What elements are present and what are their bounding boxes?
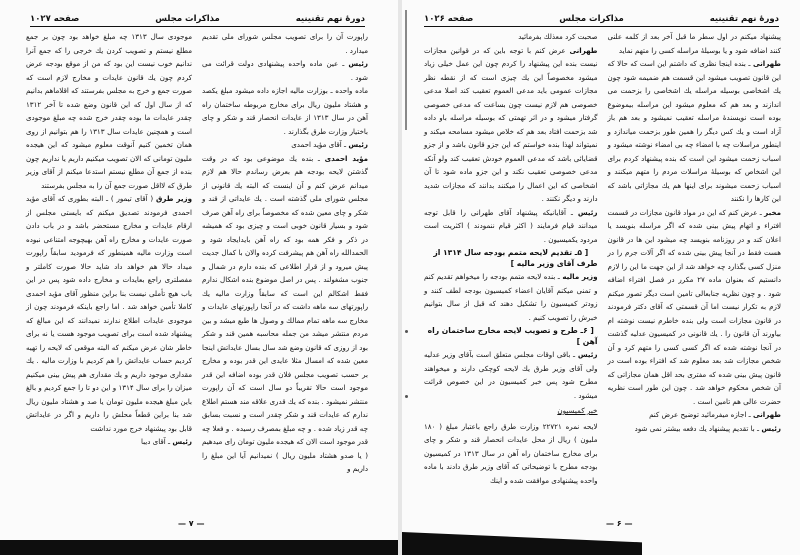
paragraph-text: ـ بنده یك موضوعی بود كه در وقت گذشتن لایحه بودجه هم بعرض رساندم حالا هم لازم میدانم عرض كنم و آن اینست كه البته یك قانونی از مجلس شورای ملی گذشته است . یك عایداتی از قند و شكر و چای معین شده كه مخصوصاً برای راه آهن صرف شود و بسیار قانون خوبی است و چیزی بود كه همیشه در ذكر و فكر همه بود كه راه آهن بایدایجاد شود و الحمدالله راه آهن هم پیشرفت كرده والان با كمال جدیت پیش میرود و از قرار اطلاعی كه بنده دارم در شمال و جنوب مشغولند . پس در اصل موضوع بنده اشكال ندارم فقط اشكالم این است كه سابقاً وزارت مالیه یك راپورتهای سه ماهه داشت كه در آنجا راپورتهای عایدات و مخارج سه ماهه تمام ممالك و وصول ها طبع میشد و بین مردم منتشر میشد من جمله محاسبه همین قند و شكر بود از روزی كه قانون وضع شد سال بسال عایداتش اینجا معین شده كه امسال مثلا عایدی این قدر بوده و مخارج بر حسب تصویب مجلس فلان قدر بوده اضافه این قدر موجود است حالا تقریباً دو سال است كه آن راپورت منتشر نمیشود . بنده كه یك قدری علاقه مند هستم اطلاع ندارم كه عایدات قند و شكر چقدر است و نسبت بسابق چه قدر زیاد شده . و چه مبلغ بمصرف رسیده . و فعلا چه قدر موجود است الان كه هیجده ملیون تومان رای میدهیم ( یا صدو هشتاد ملیون ریال ) نمیدانیم آیا این مبلغ را داریم و xyxy=(202,153,368,473)
speaker-name: رئیس xyxy=(577,207,598,217)
paragraph-text: ـ عرض كنم كه این در مواد قانون مجازات در قسمت افتراء و اتهام پیش بینی شده كه اگر مراسله بنویسد یا اعلان كند و در روزنامه بنویسد چه میشود این ها در قانون هست فقط در آنجا پیش بینی شده كه اگر آلات جرم را در منزل كسی بگذارد چه خواهد شد از این جهت ما این را لازم دانستیم كه بعنوان ماده ۲۷ مكرر در فصل افتراء اضافه شود . و چون نظریه جنابعالی تامین است دیگر تصور میكنم لازم به تكرار نیست اما آن قسمتی كه آقای دكتر فرمودند در قانون مجازات است ولی بنده خاطرم نیست نوشته ام بیاورند آن قانون را . یك قانونی در كمیسیون عدلیه گذشت در آنجا نوشته شده كه اگر كسی كسی را متهم كرد و آن شخص مجازات شد بعد معلوم شد كه افتراء بوده است در قانون پیش بینی شده كه مفتری بحد اقل همان مجازاتی كه آن شخص محكوم خواهد شد . چون این طور است نظریه حضرت عالی هم تامین است . xyxy=(607,207,781,406)
speech-paragraph xyxy=(424,348,598,402)
page-number: — ۶ — xyxy=(606,519,633,528)
speaker-name: رئیس xyxy=(348,59,368,68)
speech-paragraph xyxy=(202,57,368,84)
column-right xyxy=(202,30,368,476)
scan-speck xyxy=(405,395,408,398)
paragraph-text: پیشنهاد میكنم در اول سطر ما قبل آخر بعد از كلمه علنی كنند اضافه شود و یا بوسیلهٔ مراسله كسی را متهم نماید xyxy=(607,32,781,55)
speaker-name: رئیس xyxy=(348,140,368,149)
paragraph-text: ـ با تقدیم پیشنهاد یك دفعه بیشتر نمی شود xyxy=(634,423,760,433)
speech-paragraph xyxy=(608,57,782,206)
paragraph-text: ( آقای تیمور ) ـ البته بطوری كه آقای مؤید احمدی فرمودند تصدیق میكنم كه بایستی مجلس از ارقام عایدات و مخارج مستحضر باشد و در باب دادن صورت عایدات و مخارج راه آهن بهیچوجه امتناعی نبوده است وزارت مالیه همینطور كه فرمودید سابقاً راپورت میداد حالا هم خواهد داد شاید حالا صورت كاملتر و مفصلتری راجع بعایدات و مخارج داده شود پس در این باب هیچ تأملی نیست بنا براین منظور آقای مؤید احمدی كاملا تأمین خواهد شد . اما راجع باینكه فرمودند چون از موجودی عایدات اطلاع ندارند نمیدانند كه این مبالغ كه پیشنهاد شده است برای تصویب موجود هست یا نه برای خاطر شان عرض میكنم كه البته موقعی كه لایحه را تهیه كردیم حساب عایداتش را هم كردیم با وزارت مالیه . یك مقداری موجود داریم و یك مقداری هم پیش بینی میكنیم میزان را برای سال ۱۳۱۴ و این دو تا را جمع كردیم و بالغ باین مبلغ هیجده ملیون تومان یا صد و هشتاد ملیون ریال شد بنا براین قطعاً محلش را داریم و اگر در عایداتش قابل بود پیشنهاد خرج مورد نداشت xyxy=(26,194,193,433)
paragraph xyxy=(202,30,368,57)
paragraph xyxy=(424,420,598,488)
paragraph-text: ـ آقایانیكه پیشنهاد آقای طهرانی را قابل توجه میدانند قیام فرمایند ( اكثر قیام ننمودند ) اكثریت است مردود یكمیسیون . xyxy=(424,207,598,244)
speaker-name: طهرانی xyxy=(752,59,781,68)
paragraph-text: ـ باقی اوقات مجلس متعلق است بآقای وزیر عدلیه ولی آقای وزیر طرق یك لایحه كوچكی دارند و میخواهند مطرح شود پس خبر كمیسیون در این خصوص قرائت میشود . xyxy=(424,350,598,400)
paragraph xyxy=(202,84,368,138)
subheading: خبر كمیسیون xyxy=(557,406,598,415)
speech-paragraph xyxy=(608,206,782,409)
speech-paragraph xyxy=(424,206,598,247)
paragraph xyxy=(26,30,192,192)
header-title: مذاکرات مجلس xyxy=(559,14,624,24)
speaker-name: رئیس xyxy=(761,423,781,433)
speaker-name: طهرانی xyxy=(569,45,598,55)
session-label: دورهٔ نهم تقنینیه xyxy=(295,14,365,24)
paragraph-text: ـ آقای دیبا xyxy=(140,437,171,446)
page-label: صفحه ۱۰۲۷ xyxy=(30,14,80,24)
speaker-name: وزیر طرق xyxy=(155,194,192,203)
speaker-name: مؤید احمدی xyxy=(324,153,368,163)
page-number: — ۷ — xyxy=(178,519,205,528)
scan-bottom-shadow xyxy=(0,540,398,555)
paragraph-text: عرض كنم با توجه باین كه در قوانین مجازات نیست بنده این پیشنهاد را كردم چون این عمل خیلی زیاد میشود مخصوصاً این یك چیزی است كه از نقطه نظر مجازات عمومی باید مدعی العموم تعقیب كند اصلا مدعی خصوصی هم لازم نیست چون بساعت كه مدعی خصوصی گرفتار میشود و در اثر تهمتی كه بوسیله مراسله باو داده شد بزحمت افتاد بعد هم كه خلاص میشود مسامحه میكند و نمیتواند لهذا بنده خواستم كه این جزو قانون باشد و از جزو قضایائی باشد كه مدعی العموم خودش تعقیب كند ولو آنكه مدعی خصوصی تعقیب نكند و این جزو ماده شود تا آن اشخاصی كه این اعمال را میكنند بدانند كه مجازات شدید دارند و دیگر نكنند . xyxy=(424,45,598,203)
paragraph-text: صحبت كرد معذلك بفرمائید xyxy=(518,32,598,41)
paragraph-text: ماده واحده ـ بوزارت مالیه اجازه داده میشود مبلغ یکصد و هشتاد ملیون ریال برای مخارج مربوطه ساختمان راه آهن در سال ۱۳۱۳ از عایدات انحصار قند و شکر و چای باختیار وزارت طرق بگذارند . xyxy=(202,86,368,136)
speech-paragraph xyxy=(608,408,782,422)
paragraph xyxy=(608,30,782,57)
page-header xyxy=(30,12,365,27)
text-columns xyxy=(26,30,368,476)
scan-gutter-mark xyxy=(405,10,407,130)
text-columns xyxy=(424,30,781,487)
speech-paragraph xyxy=(424,44,598,206)
paragraph-text: ـ عین ماده واحده پیشنهادی دولت قرائت می شود . xyxy=(202,59,368,82)
speaker-name: طهرانی xyxy=(752,410,781,419)
header-title: مذاکرات مجلس xyxy=(155,14,220,24)
speaker-name: رئیس xyxy=(577,350,598,359)
page-label: صفحه ۱۰۲۶ xyxy=(424,14,474,24)
speech-paragraph xyxy=(424,270,598,324)
paragraph-text: راپورت آن را برای تصویب مجلس شورای ملی تقدیم میدارد . xyxy=(202,32,368,55)
speech-paragraph xyxy=(202,152,368,476)
right-page xyxy=(402,0,800,555)
left-page xyxy=(0,0,398,555)
paragraph-text: موجودی سال ۱۳۱۳ چه مبلغ خواهد بود چون بر جمع مطلع نیستم و تصویب كردن یك خرجی را كه جمع آنرا ندانیم خوب نیست این بود كه من از موقع بودجه عرض كردم چون یك قانون عایدات و مخارج لازم است كه صورت جمع و خرج به مجلس بفرستند كه اقلاماهم بدانیم كه از سال اول كه این قانون وضع شده تا آخر ۱۳۱۲ چقدر عایدات ما بوده چقدر خرج شده چه مبلغ موجودی است و همچنین عایدات سال ۱۳۱۳ را هم بتوانیم از روی همان تخمین كنیم آنوقت معلوم میشود كه این هیجده ملیون تومانی كه الان تصویب میكنیم داریم یا نداریم چون بنده از جمع آن مطلع نیستم استدعا میكنم از آقای وزیر طرق كه لااقل صورت جمع آن را به مجلس بفرستند xyxy=(26,32,193,190)
column-left xyxy=(26,30,192,476)
page-header xyxy=(424,12,779,27)
scan-speck xyxy=(405,330,408,333)
session-label: دورهٔ نهم تقنینیه xyxy=(709,14,779,24)
speaker-name: وزیر مالیه xyxy=(562,272,598,281)
paragraph-text: ـ آقای مؤید احمدی xyxy=(291,140,347,149)
speech-paragraph xyxy=(26,192,192,435)
speaker-name: مخبر xyxy=(764,207,781,217)
speech-paragraph xyxy=(608,422,782,436)
speech-paragraph xyxy=(202,138,368,152)
paragraph-text: ـ بنده اینجا نظری كه داشتم این است كه حالا كه این قانون تصویب میشود این قسمت هم ضمیمه شود چون یك اشخاصی بوسیله مراسله یك اشخاصی را بزحمت می اندازند و بعد هم كه معلوم میشود این مراسله بیموضوع بوده است نویسندهٔ مراسله تعقیب نمیشود و بعد هم باز آزاد است و یك كس دیگر را همین طور بزحمت میاندازد و اینطور مراسلات چه با امضاء چه بی امضاء نوشته میشود و اسباب زحمت میشود این است كه بنده پیشنهاد كردم برای این اشخاص كه بوسیلهٔ مراسلات مردم را متهم میكنند و اسباب زحمت میشوند برای اینها هم یك مجازاتی باشد كه این كارها را نكنند xyxy=(607,59,781,203)
speech-paragraph xyxy=(26,435,192,449)
column-right xyxy=(608,30,782,487)
paragraph xyxy=(424,30,598,44)
paragraph-text: ـ بنده لایحه متمم بودجه را میخواهم تقدیم كنم و تمنی میكنم آقایان اعضاء كمیسیون بودجه لطف كنند و زودتر كمیسیون را تشكیل دهند كه قبل از سال بتوانیم خبرش را تصویب كنیم . xyxy=(424,272,598,322)
section-heading: [ ۶ـ طرح و تصویب لایحه مخارج ساختمان راه آهن ] xyxy=(427,326,598,346)
section-heading: [ ۵ـ تقدیم لایحه متمم بودجه سال ۱۳۱۴ از طرف آقای وزیر مالیه ] xyxy=(433,248,598,268)
column-left xyxy=(424,30,598,487)
paragraph-text: ـ اجازه میفرمائید توضیح عرض كنم xyxy=(649,410,751,419)
paragraph-text: لایحه نمره ۲۲۷۲۱ وزارت طرق راجع باعتبار مبلغ ( ۱۸۰ ملیون ) ریال از محل عایدات انحصار قند و شكر و چای برای مخارج ساختمان راه آهن در سال ۱۳۱۳ در كمیسیون بودجه مطرح با توضیحاتی كه آقای وزیر طرق دادند با ماده واحده پیشنهادی موافقت شده و اینك xyxy=(424,421,598,485)
speaker-name: رئیس xyxy=(172,437,192,446)
